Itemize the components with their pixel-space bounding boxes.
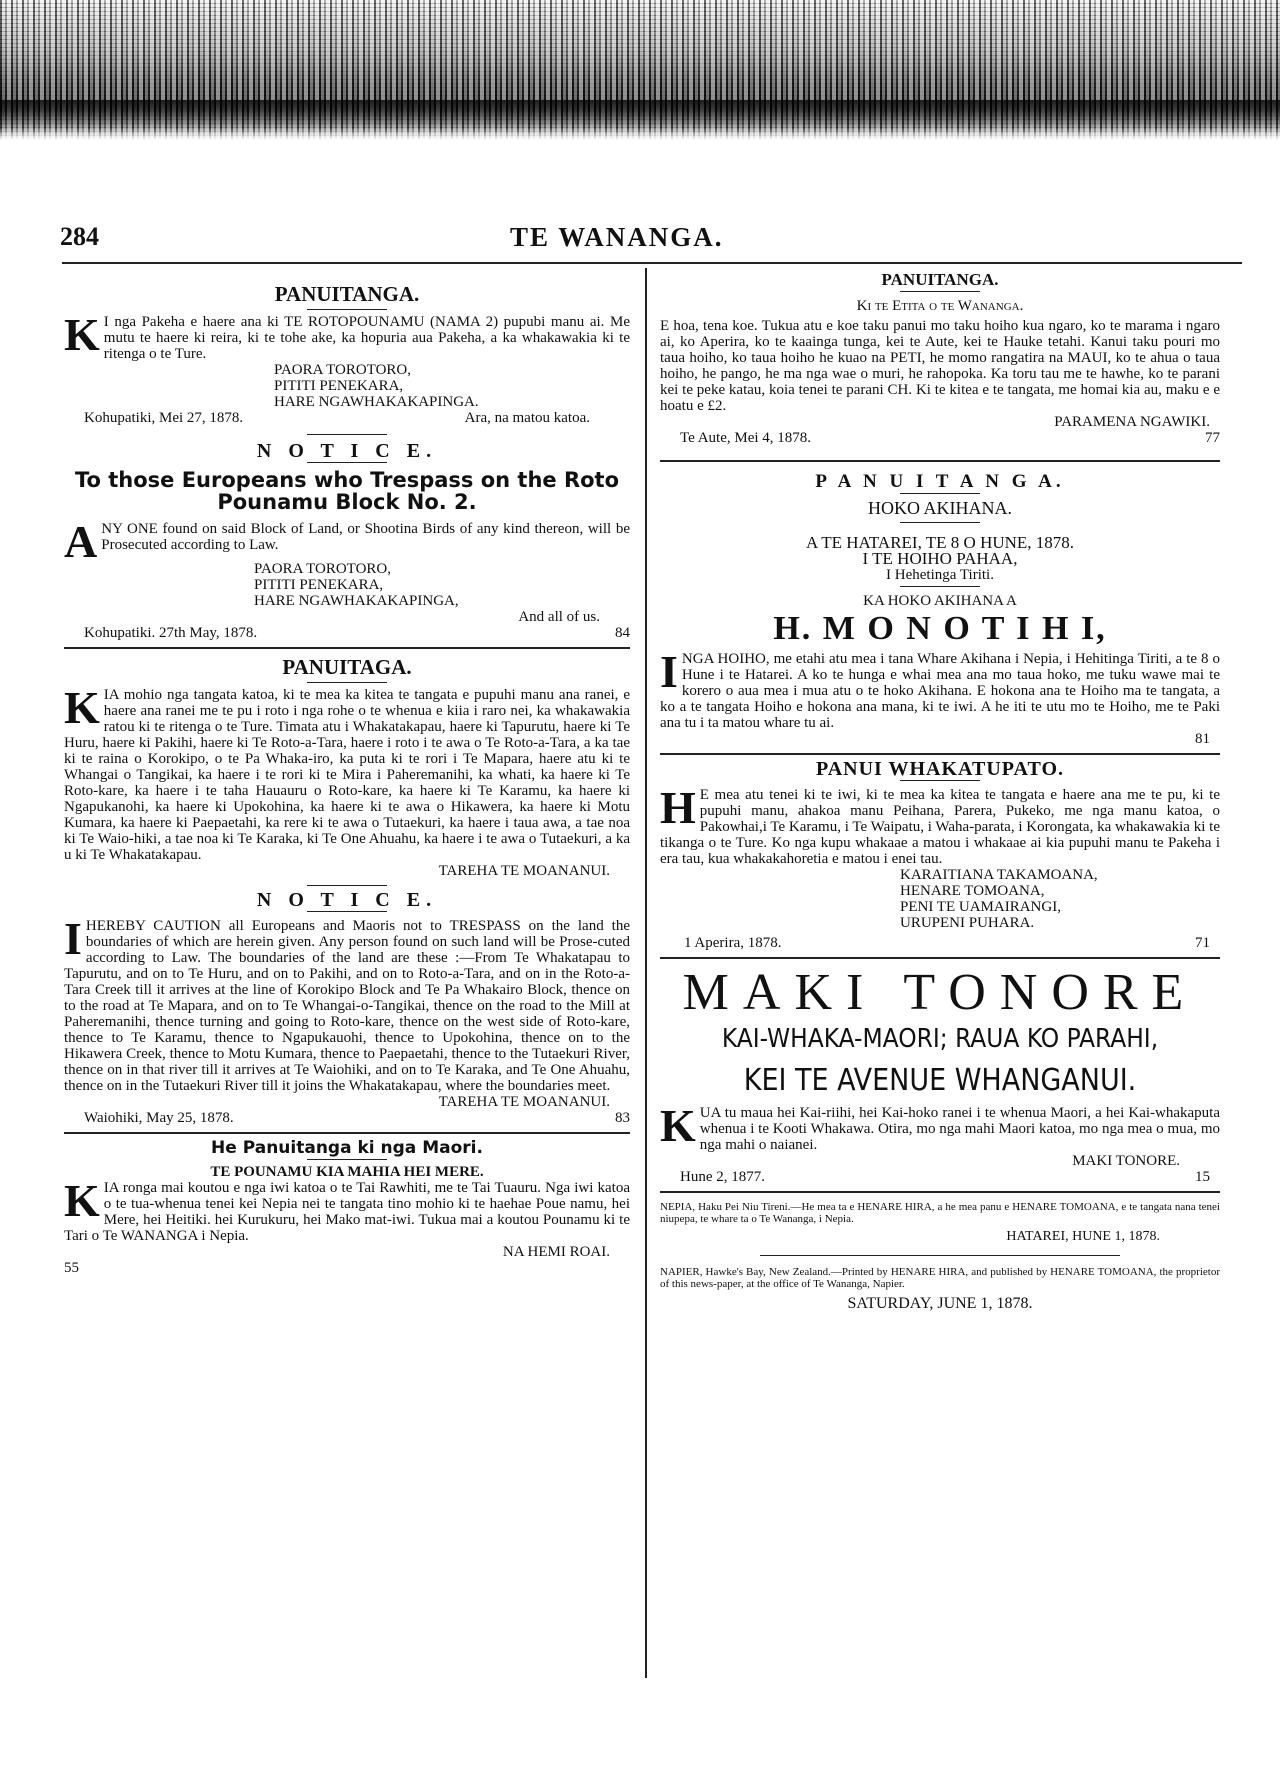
heading: P A N U I T A N G A. [815,471,1065,492]
subheading: Ki te Etita o te Wananga. [856,298,1024,314]
subheading: TE POUNAMU KIA MAHIA HEI MERE. [210,1164,484,1180]
advert-address: KEI TE AVENUE WHANGANUI. [743,1063,1137,1098]
heading: He Panuitanga ki nga Maori. [211,1138,483,1158]
section-rule [660,1191,1220,1193]
page-number: 284 [60,222,99,251]
drop-cap: K [64,309,100,360]
notice-caution-english [64,889,630,1134]
ad-number: 83 [615,1110,630,1126]
notice-panuitaga [64,655,630,886]
divider [307,309,387,310]
divider [307,682,387,683]
divider [900,291,980,292]
signatory: KARAITIANA TAKAMOANA, [900,867,1098,883]
divider [307,462,387,463]
drop-cap: I [660,646,678,697]
section-rule [660,460,1220,462]
divider [900,493,980,494]
drop-cap: H [660,782,696,833]
heading: PANUITANGA. [274,282,420,306]
place-date: Kohupatiki. 27th May, 1878. [84,625,258,641]
advert-subtitle: KAI-WHAKA-MAORI; RAUA KO PARAHI, [721,1024,1159,1054]
sign-off: And all of us. [518,609,600,625]
heading: PANUITAGA. [282,655,412,679]
divider [307,1159,387,1160]
body-text: IA mohio nga tangata katoa, ki te mea ka kitea te tangata e pupuhi manu ana ranei, e haere ana ranei me te pu i roto i nga rohe o te whenua e kiia i raro nei, ka whakawakia ratou ki te ritenga o te Ture. Timata atu i Whakatakapau, haere ki Tapurutu, haere ki Te Huru, haere ki Pakihi, haere ki Te Roto-a-Tara, haere i roto i te awa o Te Roto-a-Tara, a ka tae ki te raina o Korokipo, o te Pa Whaka-iro, ka puta ki te rori i Te Mapara, haere atu ki te Whangai o Tangikai, ka haere i te rori ki te Mira i Paheremanihi, ka whati, ka haere ki Te Roto-kare, ka haere i te taha Hauauru o Roto-kare, ka haere ki Te Karamu, ka haere ki Ngapukanohi, ka haere ki Upokohina, ka haere ki te awa o Hikawera, ka haere ki Motu Kumara, ka haere ki Paepaetahi, ka rere ki te awa o Tutaekuri, ka haere i taua awa, a tae noa ki Te Waio-hiki, a tae noa ki Te Karaka, ki Te One Ahuahu, ka haere i te awa o Tutaekuri, a ka u ki Te Whakatakapau. [64,687,630,863]
signatory: TAREHA TE MOANANUI. [438,1094,610,1110]
ad-number: 81 [1195,731,1210,747]
imprint-date: SATURDAY, JUNE 1, 1878. [847,1295,1033,1312]
heading: N O T I C E. [256,440,438,462]
signatory: PARAMENA NGAWIKI. [1054,414,1210,430]
body-text: NY ONE found on said Block of Land, or Shootina Birds of any kind thereon, will be Prosecuted according to Law. [101,521,630,553]
heading: PANUITANGA. [881,270,999,289]
auctioneer-line: KA HOKO AKIHANA A [863,593,1017,609]
section-rule [64,647,630,649]
page-header [60,222,1240,262]
scan-artifact-shadow [0,100,1280,140]
drop-cap: I [64,913,82,964]
advert-title: MAKI TONORE [682,964,1198,1021]
place-date: Kohupatiki, Mei 27, 1878. [84,410,244,426]
body-text: E hoa, tena koe. Tukua atu e koe taku panui mo taku hoiho kua ngaro, ko te marama i ngaro ai, ko Aperira, ko te kaainga tunga, kei te Aute, kei te Hauke tetahi. Kanui taku pouri mo taua hoiho, ko taua hoiho he kuao na PETI, he momo rangatira na MAUI, ko te ahua o taua hoiho, he pango, he ma nga wae o muri, he rahopoka. Ka toru tau me te hawhe, ko te parani kei te peke katau, koia tenei te parani CH. Ki te kitea e te tangata, me homai kia au, maku e e hoatu e £2. [660,318,1220,414]
left-column [64,282,630,1276]
body-text: NGA HOIHO, me etahi atu mea i tana Whare Akihana i Nepia, i Hehitinga Tiriti, a te 8 o Hune i te Hatarei. A ko te hunga e whai mea ana mo taua hoko, me tuku wawe mai te korero o aua mea i mua atu o te hoko Akihana. E hokona ana te Hoiho ma te tangata, a ko a te tangata Hoiho e hokona ana mana, ki te iwi. A he iti te utu mo te Hoiho, me te Paki ana tu i ta matou whare tu ai. [660,651,1220,731]
ad-number: 84 [615,625,630,641]
place-date: 1 Aperira, 1878. [684,935,782,951]
ad-number: 15 [1195,1169,1210,1185]
notice-warning [660,758,1220,959]
signatory: TAREHA TE MOANANUI. [438,863,610,879]
signatory: MAKI TONORE. [1072,1153,1180,1169]
notice-auction [660,471,1220,755]
masthead-title: TE WANANGA. [510,222,724,252]
notice-lost-horse [660,272,1220,462]
body-text: E mea atu tenei ki te iwi, ki te mea ka kitea te tangata e haere ana me te pu, ki te pupuhi manu, ahakoa manu Peihana, Parera, Pukeko, me nga manu katoa, o Pakowhai,i Te Karamu, i Te Waipatu, i Waha-parata, i Korongata, ka whakawakia ki te tikanga o te Ture. Ko nga kupu whakaae a matou i whakaae ai kia pupuhi manu te Pakeha i era tau, kua whakakahoretia e matou i enei tau. [660,787,1220,867]
section-rule [660,753,1220,755]
imprint-text: NAPIER, Hawke's Bay, New Zealand.—Printed by HENARE HIRA, and published by HENARE TOMOANA, the proprietor of this news-paper, at the office of Te Wananga, Napier. [660,1266,1220,1290]
divider [307,911,387,912]
place-date: Te Aute, Mei 4, 1878. [680,430,812,446]
section-rule [660,957,1220,959]
drop-cap: K [64,682,100,733]
subheading: HOKO AKIHANA. [868,498,1012,518]
column-divider [645,268,647,1678]
signatory: URUPENI PUHARA. [900,915,1035,931]
place-date: Hune 2, 1877. [680,1169,765,1185]
heading: PANUI WHAKATUPATO. [815,758,1064,780]
auction-place: I Hehetinga Tiriti. [886,567,994,583]
signatory: PITITI PENEKARA, [254,577,384,593]
divider [307,434,387,435]
auction-date: A TE HATAREI, TE 8 O HUNE, 1878. [805,533,1075,552]
body-text: HEREBY CAUTION all Europeans and Maoris not to TRESPASS on the land the boundaries of which are herein given. Any person found on such land will be Prose-cuted according to Law. The boundaries of the land are these :—From Te Whakatapau to Tapurutu, and on to Te Huru, and on to Pakihi, and on to Roto-a-Tara, and on in the Roto-a-Tara Creek till it arrives at the line of Korokipo Block and Te Pa Whakairo Block, thence on to the road at Te Mapara, and on to Te Whangai-o-Tangikai, thence on the road to the Mill at Paheremanihi, thence turning and going to Roto-kare, thence on the west side of Roto-kare, thence to Te Karamu, thence to Ngapukauohi, thence to Upokohina, thence on to the Hikawera Creek, thence to Motu Kumara, thence to Paepaetahi, thence to the Tutaekuri River, thence on in that river till it arrives at Te Waiohiki, and on to Te Karaka, and Te One Ahuahu, thence on in the Tutaekuri River till it joins the Whakatakapau, where the boundaries meet. [64,918,630,1094]
body-text: UA tu maua hei Kai-riihi, hei Kai-hoko ranei i te whenua Maori, a hei Kai-whakaputa whenua i te Kooti Whakawa. Otira, mo nga mahi Maori katoa, mo nga mea o mua, mo nga mahi o naianei. [699,1105,1220,1153]
advert-maki-tonore [660,965,1220,1193]
notice-trespass-english [64,440,630,649]
divider [900,522,980,523]
heading: N O T I C E. [256,889,438,911]
divider [307,885,387,886]
imprint-maori [660,1201,1220,1256]
signatory: HARE NGAWHAKAKAPINGA. [274,394,479,410]
subheading: To those Europeans who Trespass on the Roto Pounamu Block No. 2. [74,468,620,514]
imprint-date: HATAREI, HUNE 1, 1878. [1006,1229,1160,1244]
drop-cap: A [64,516,98,567]
signatory: PENI TE UAMAIRANGI, [900,899,1061,915]
ad-number: 71 [1195,935,1210,951]
signatory: PITITI PENEKARA, [274,378,404,394]
imprint-english [660,1266,1220,1312]
body-text: I nga Pakeha e haere ana ki TE ROTOPOUNAMU (NAMA 2) pupubi manu ai. Me mutu te haere ki reira, ki te tohe ake, ka hopuria aua Pakeha, a ka whakawakia ki te ritenga o te Ture. [103,314,630,362]
sign-off: Ara, na matou katoa. [464,410,590,426]
place-date: Waiohiki, May 25, 1878. [84,1110,234,1126]
signatory: PAORA TOROTORO, [254,561,391,577]
imprint-text: NEPIA, Haku Pei Niu Tireni.—He mea ta e HENARE HIRA, a he mea panu e HENARE TOMOANA, e te tangata nana tenei niupepa, te whare ta o Te Wananga, i Nepia. [660,1201,1220,1225]
drop-cap: K [64,1175,100,1226]
signatory: HARE NGAWHAKAKAPINGA, [254,593,459,609]
section-rule [64,1132,630,1134]
header-rule [62,262,1242,264]
ad-number: 55 [64,1260,79,1276]
signatory: HENARE TOMOANA, [900,883,1045,899]
divider [900,586,980,587]
drop-cap: K [660,1100,696,1151]
signatory: NA HEMI ROAI. [502,1244,610,1260]
notice-panuitanga-1 [64,282,630,435]
body-text: IA ronga mai koutou e nga iwi katoa o te Tai Rawhiti, me te Tai Tuauru. Nga iwi katoa o te tua-whenua tenei kei Nepia nei te tangata tino mohio ki te haehae Poue namu, hei Mere, hei Heitiki. hei Kurukuru, hei Mako mat-iwi. Tukua mai a koutou Pounamu ki te Tari o Te WANANGA i Nepia. [64,1180,630,1244]
auction-item: I TE HOIHO PAHAA, [862,549,1018,568]
divider [900,780,980,781]
divider [760,1255,1120,1256]
right-column [660,272,1220,1312]
ad-number: 77 [1205,430,1220,446]
signatory: PAORA TOROTORO, [274,362,411,378]
auctioneer-name: H. M O N O T I H I, [773,610,1107,647]
notice-pounamu [64,1140,630,1276]
